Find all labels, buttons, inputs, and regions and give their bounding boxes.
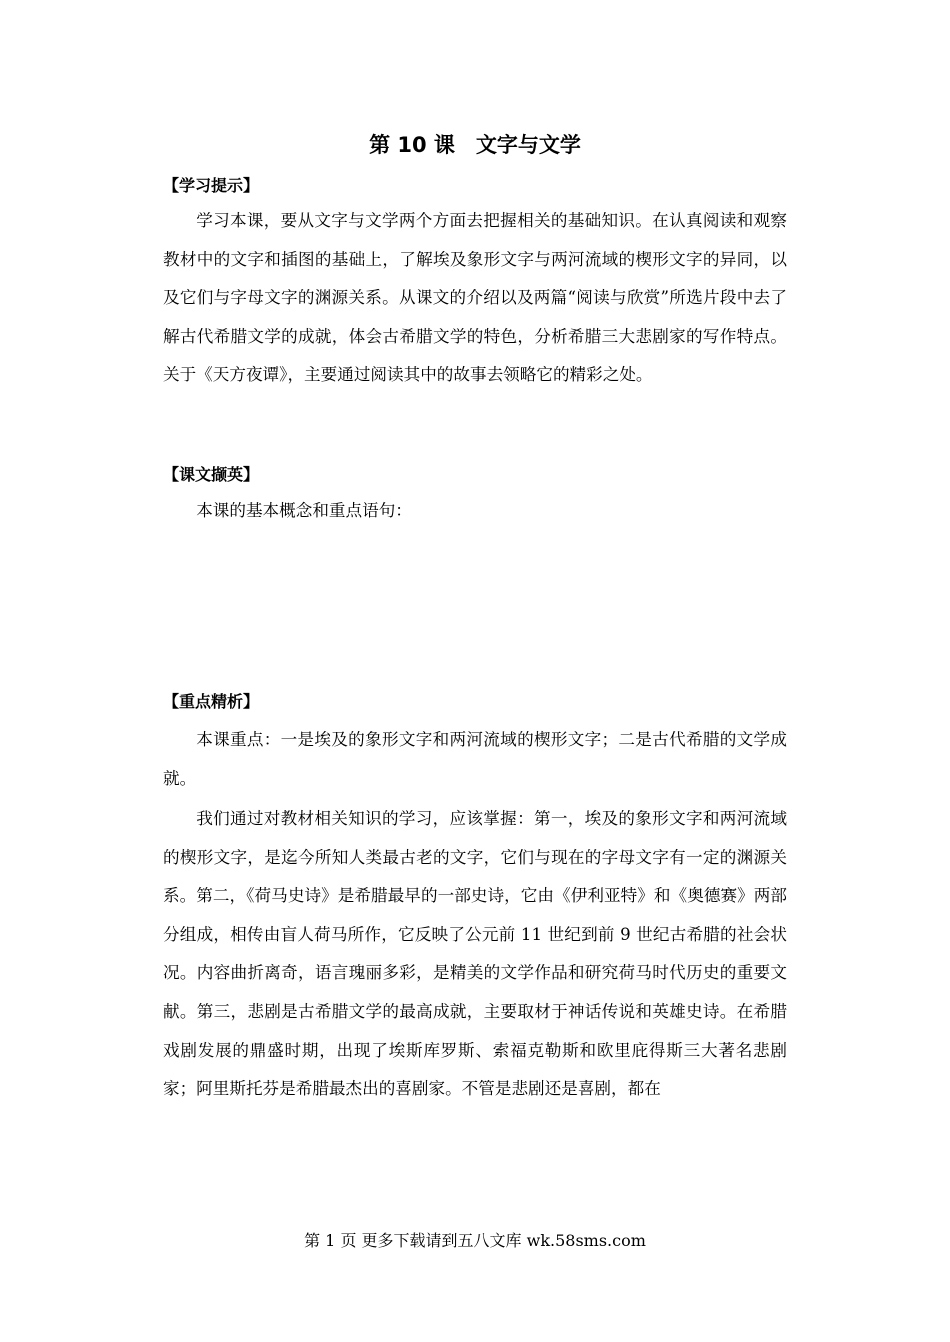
section-heading-tips: 【学习提示】 <box>163 176 260 195</box>
page-title: 第 10 课 文字与文学 <box>369 133 581 157</box>
section-heading-excerpt: 【课文撷英】 <box>163 465 260 484</box>
excerpt-paragraph: 本课的基本概念和重点语句： <box>196 501 412 520</box>
analysis-paragraph-2: 我们通过对教材相关知识的学习，应该掌握：第一，埃及的象形文字和两河流域的楔形文字，是迄今所知人类最古老的文字，它们与现在的字母文字有一定的渊源关系。第二，《荷马史诗》是希腊最早的一部史诗，它由《伊利亚特》和《奥德赛》两部分组成，相传由盲人荷马所作，它反映了公元前 11 世纪到前 9 世纪古希腊的社会状况。内容曲折离奇，语言瑰丽多彩，是精美的文学作品和研究荷马时代历史的重要文献。第三，悲剧是古希腊文学的最高成就，主要取材于神话传说和英雄史诗。在希腊戏剧发展的鼎盛时期，出现了埃斯库罗斯、索福克勒斯和欧里庇得斯三大著名悲剧家；阿里斯托芬是希腊最杰出的喜剧家。不管是悲剧还是喜剧，都在 <box>163 809 787 1099</box>
analysis-paragraph-1: 本课重点：一是埃及的象形文字和两河流域的楔形文字；二是古代希腊的文学成就。 <box>163 730 787 788</box>
section-heading-analysis: 【重点精析】 <box>163 692 260 711</box>
tips-paragraph: 学习本课，要从文字与文学两个方面去把握相关的基础知识。在认真阅读和观察教材中的文字和插图的基础上，了解埃及象形文字与两河流域的楔形文字的异同，以及它们与字母文字的渊源关系。从课文的介绍以及两篇“阅读与欣赏”所选片段中去了解古代希腊文学的成就，体会古希腊文学的特色，分析希腊三大悲剧家的写作特点。关于《天方夜谭》，主要通过阅读其中的故事去领略它的精彩之处。 <box>163 211 787 385</box>
page-footer: 第 1 页 更多下载请到五八文库 wk.58sms.com <box>304 1231 646 1250</box>
